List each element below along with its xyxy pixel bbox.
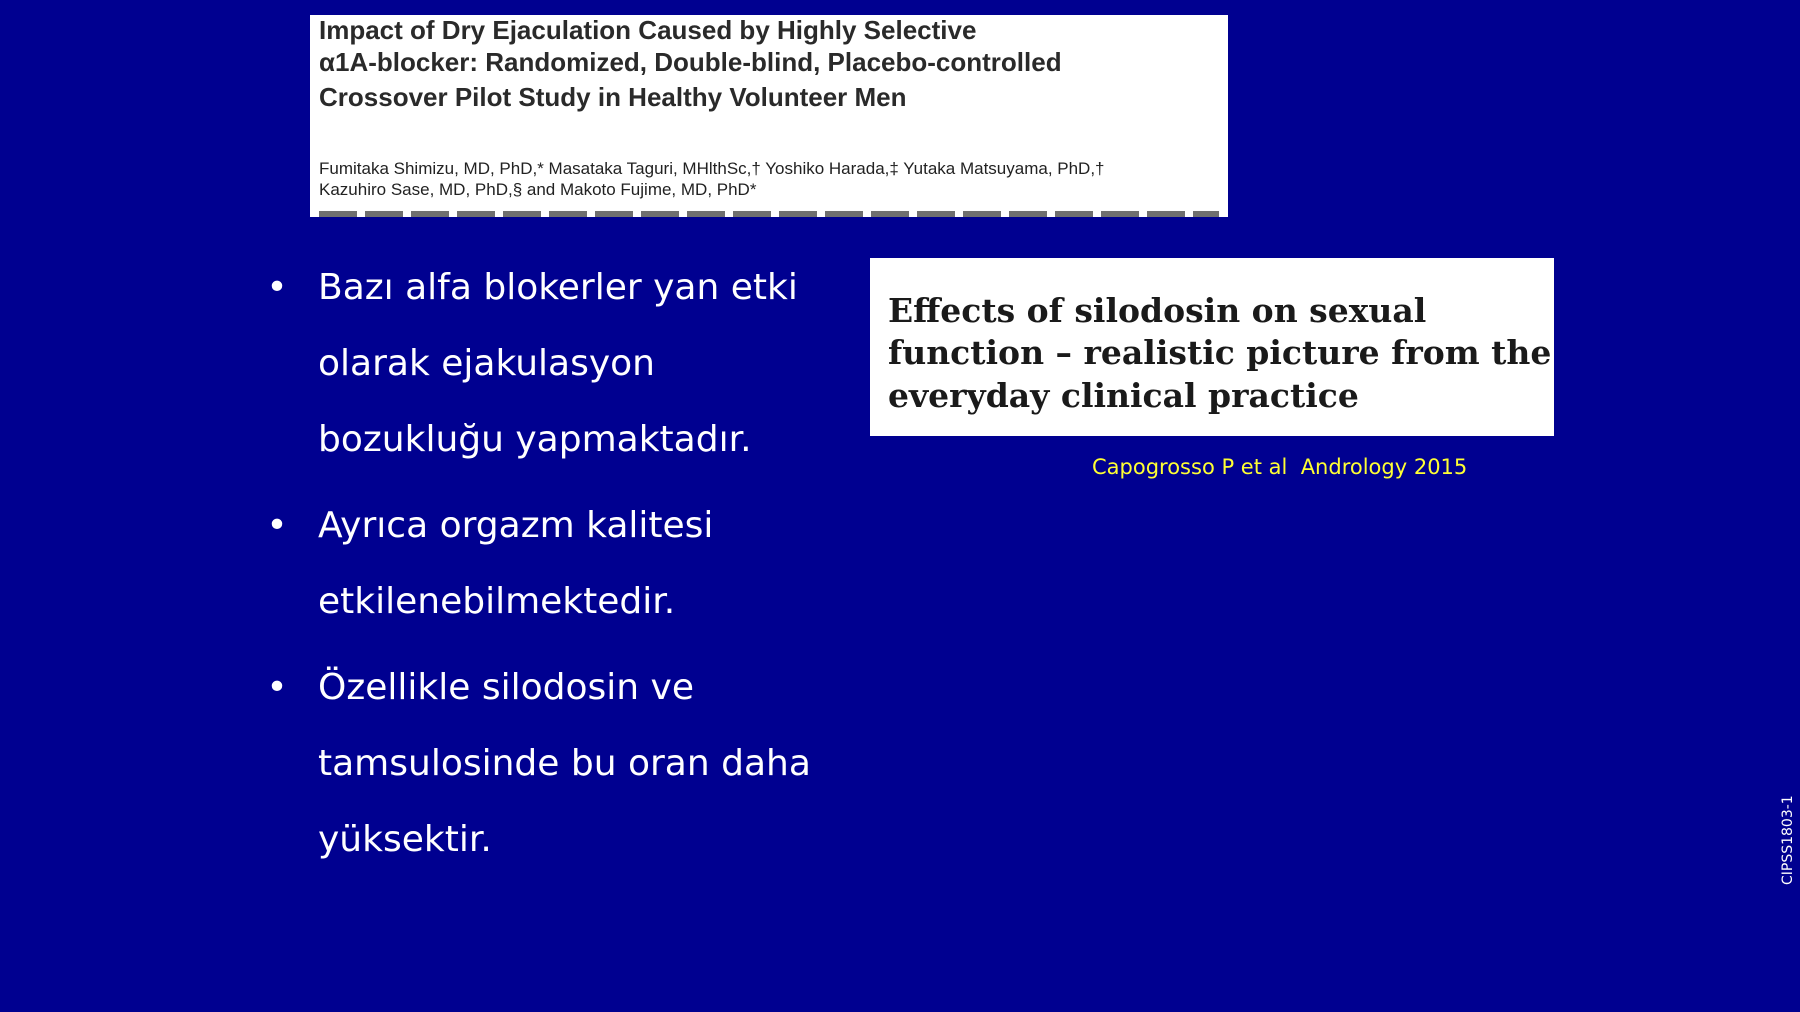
bullet-1-line-2: olarak ejakulasyon	[318, 343, 655, 384]
bullet-item-1	[262, 250, 852, 478]
bullet-2-line-2: etkilenebilmektedir.	[318, 581, 676, 622]
paper1-authors-line-1: Fumitaka Shimizu, MD, PhD,* Masataka Taguri, MHlthSc,† Yoshiko Harada,‡ Yutaka Matsuyama, PhD,†	[319, 159, 1105, 178]
bullet-item-2	[262, 488, 852, 640]
bullet-3-line-2: tamsulosinde bu oran daha	[318, 743, 811, 784]
paper1-title-line-3: Crossover Pilot Study in Healthy Volunteer Men	[319, 82, 907, 112]
paper1-authors-line-2: Kazuhiro Sase, MD, PhD,§ and Makoto Fujime, MD, PhD*	[319, 180, 757, 199]
paper2-title-line-2: function – realistic picture from the	[888, 333, 1552, 372]
citation-text: Capogrosso P et al Andrology 2015	[1092, 455, 1468, 479]
paper2-title-line-1: Effects of silodosin on sexual	[888, 291, 1427, 330]
bullet-1-line-1: Bazı alfa blokerler yan etki	[318, 267, 798, 308]
bullet-item-3	[262, 650, 852, 878]
paper1-title-line-2: α1A-blocker: Randomized, Double-blind, Placebo-controlled	[319, 47, 1062, 77]
paper1-title-line-1: Impact of Dry Ejaculation Caused by Highly Selective	[319, 15, 977, 45]
bullet-marker: •	[266, 505, 288, 546]
paper1-cut-off-text	[319, 211, 1219, 217]
bullet-marker: •	[266, 667, 288, 708]
paper2-title-line-3: everyday clinical practice	[888, 376, 1359, 415]
bullet-2-line-1: Ayrıca orgazm kalitesi	[318, 505, 714, 546]
paper-title-clipping-2	[870, 258, 1554, 436]
slide-code: CIPSS1803-1	[1780, 795, 1796, 885]
bullet-3-line-1: Özellikle silodosin ve	[318, 667, 694, 708]
bullet-list	[262, 250, 852, 888]
paper-title-clipping-1	[310, 15, 1228, 217]
bullet-marker: •	[266, 267, 288, 308]
bullet-1-line-3: bozukluğu yapmaktadır.	[318, 419, 752, 460]
bullet-3-line-3: yüksektir.	[318, 819, 492, 860]
